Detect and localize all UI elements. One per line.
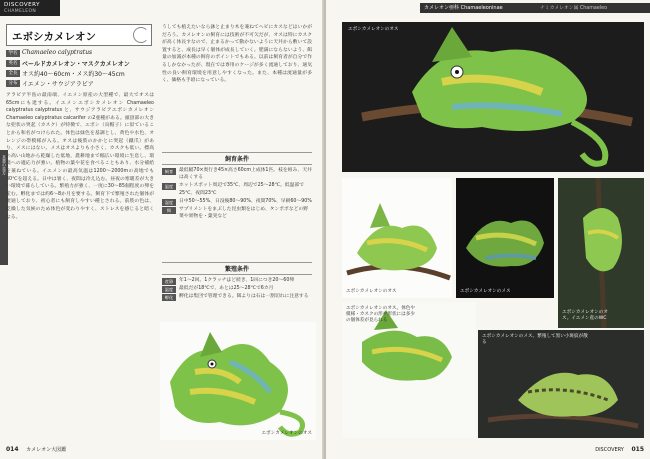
fact-tag: 英名 <box>6 60 20 67</box>
footer-left-title: カメレオン大図鑑 <box>26 447 67 453</box>
page-title: エボシカメレオン <box>12 31 96 43</box>
reproduction-row <box>162 285 312 292</box>
right-header-subcategory <box>540 4 607 11</box>
fact-scientific-name <box>6 49 152 58</box>
category-label-en: Chamaeleoninae <box>460 5 503 11</box>
breeding-value: サプリメントをまぶした昆虫類をはじめ、タンポポなどの野菜や果物を・葉実など <box>179 207 309 220</box>
chameleon-illustration <box>160 322 316 440</box>
chameleon-botr-illustration <box>478 330 644 438</box>
section-header <box>0 0 60 16</box>
photo-caption: エボシカメレオンのオス <box>348 27 399 32</box>
right-header <box>420 3 650 13</box>
footer-right-title: DISCOVERY <box>595 447 624 453</box>
fact-value: オス約40〜60cm・メス約30〜45cm <box>22 71 125 78</box>
reproduction-value: 年1〜2回。1クラッチほど続き、1回につき20〜60卵 <box>179 278 295 283</box>
subcategory-label-en: Chamaeleo <box>579 6 608 11</box>
reproduction-value: 孵化は集団で管理できる。餌よりは石は一割切れに注意する <box>179 294 309 300</box>
body-text-column-1: アラビア半島の最南端、イエメン原産の大型種で、最大でオスは65cmにも達する。イエメンエボシカメレオン Chamaeleo calyptratus calyptratus と、サウジアラビアエボシカメレオン Chamaeleo calyptratus calcarifer の2亜種がある。頭頂部の大きな兜状の突起（カスク）が特徴で、エボシ（烏帽子）に似ていることから和名がつけられた。体色は緑色を基調とし、黄色や水色、オレンジの帯模様が入る。オスは後肢のかかとに突起（蹴爪）があり、メスにはない。メスはオスよりも小さく、カスクも低い。標高の高い山地から乾燥した低地、農耕地まで幅広い環境に生息し、環境への適応力が強い。植物の葉や花を食べることもあり、水分補給を兼ねている。イエメンの最高気温は1200〜2000mの高地でも30℃を超える。日中は暑く、夜間は冷え込む。昼夜の寒暖差が大きい環境で暮らしている。繁殖力が強く、一度に30〜85個程度の卵を産む。孵化までは約6〜8か月を要する。飼育下で繁殖された個体が流通しており、初心者にも飼育しやすい種とされる。前肢の色は、乾燥した気候のため体色が変わりやすく、ストレスを感じると暗くなる。 <box>6 93 154 220</box>
photo-chameleon-bottom-middle <box>456 178 554 298</box>
swirl-ornament-icon <box>133 27 149 43</box>
body-text-column-2: うしても植えたいなら鉢と止まり木を兼ねてヘビにカスなどはいかがだろう。カメレオンの飼育には技術が不可欠だが、オスは特にカスクが高く体長すなので、止まるかって動かないように天井から敷いて設置すると、成長は早く個体が成長していく。肥満にならないよう、餌量の加減が本種の飼育のポイントでもある。以前は飼育者が自分で作るしかなかったが、現在では専用のケージが多く流通しており、通気性の良い飼育環境を用意しやすくなった。また、本種は流通量が多く、価格も手頃になっている。 <box>162 25 312 84</box>
photo-chameleon-large <box>342 22 644 172</box>
page-number-left: 014 <box>6 446 19 453</box>
reproduction-row <box>162 293 312 300</box>
fact-value: Chamaeleo calyptratus <box>22 49 93 56</box>
subcategory-label: ナミカメレオン属 <box>540 6 579 11</box>
photo-caption: エボシカメレオンのオス。体色や模様・カスクの形や形状には多少の個体差が見られる <box>346 306 415 323</box>
photo-chameleon-bottom-2-right <box>478 330 644 438</box>
chameleon-large-illustration <box>342 22 644 172</box>
fact-value: ベールドカメレオン・マスクカメレオン <box>22 61 130 68</box>
reproduction-tag: 孵化 <box>162 294 176 301</box>
breeding-row <box>162 167 312 181</box>
fact-distribution <box>6 79 152 88</box>
photo-chameleon-bottom-left <box>342 178 452 298</box>
photo-caption: エボシカメレオンのオス。イエメン産のWC <box>562 310 608 321</box>
right-header-category <box>424 4 503 11</box>
fact-value: イエメン・サウジアラビア <box>22 81 94 88</box>
species-facts <box>6 49 152 89</box>
photo-chameleon-bottom-right <box>558 178 644 328</box>
photo-caption: エボシカメレオンのオス <box>346 289 397 294</box>
reproduction-conditions <box>162 262 312 302</box>
fact-tag: 学名 <box>6 50 20 57</box>
title-box <box>6 24 152 46</box>
footer-right <box>595 446 644 453</box>
breeding-row <box>162 198 312 205</box>
breeding-title: 飼育条件 <box>162 152 312 165</box>
breeding-value: ホットスポット周辺で35℃、周辺で25〜28℃。低温部で25℃、夜間23℃ <box>179 183 304 196</box>
reproduction-value: 最低だが18℃で、あとは25〜28℃で6カ月 <box>179 286 274 292</box>
section-header-line1: DISCOVERY <box>4 2 40 8</box>
breeding-tag: 餌 <box>162 207 176 214</box>
breeding-row <box>162 182 312 196</box>
breeding-value: 最低幅70×奥行き45×高さ60cm上成体1匹。枝を組み、天井は高くする <box>179 168 312 181</box>
breeding-tag: 温度 <box>162 183 176 190</box>
chameleon-bl-illustration <box>342 178 452 298</box>
photo-caption: エボシカメレオンのメス。繁殖して黒い小斑紋が散る <box>482 334 588 345</box>
reproduction-tag: 温度 <box>162 286 176 293</box>
fact-tag: 全長 <box>6 70 20 77</box>
fact-tag: 分布 <box>6 80 20 87</box>
reproduction-tag: 産卵 <box>162 278 176 285</box>
footer-left <box>6 446 66 453</box>
photo-caption: エボシカメレオンのオス <box>261 431 312 436</box>
photo-caption: エボシカメレオンのメス <box>460 289 511 294</box>
reproduction-title: 繁殖条件 <box>162 262 312 275</box>
fact-english-name <box>6 59 152 68</box>
reproduction-row <box>162 277 312 284</box>
fact-length <box>6 69 152 78</box>
breeding-row <box>162 206 312 220</box>
chameleon-bm-illustration <box>456 178 554 298</box>
page-number-right: 015 <box>631 446 644 453</box>
breeding-value: 日中50〜55%、日没後80〜90%、夜間70%、早朝60〜90% <box>179 198 312 204</box>
photo-chameleon-left <box>160 322 316 440</box>
category-label: カメレオン亜科 <box>424 5 460 11</box>
chameleon-br-illustration <box>558 178 644 328</box>
photo-chameleon-bottom-2-left <box>342 302 476 438</box>
breeding-tag: 湿度 <box>162 199 176 206</box>
breeding-tag: 飼育 <box>162 168 176 175</box>
section-header-line2: CHAMELEON <box>4 9 37 14</box>
side-tab-label: 本書の見方 <box>2 155 7 175</box>
left-page <box>0 0 324 459</box>
